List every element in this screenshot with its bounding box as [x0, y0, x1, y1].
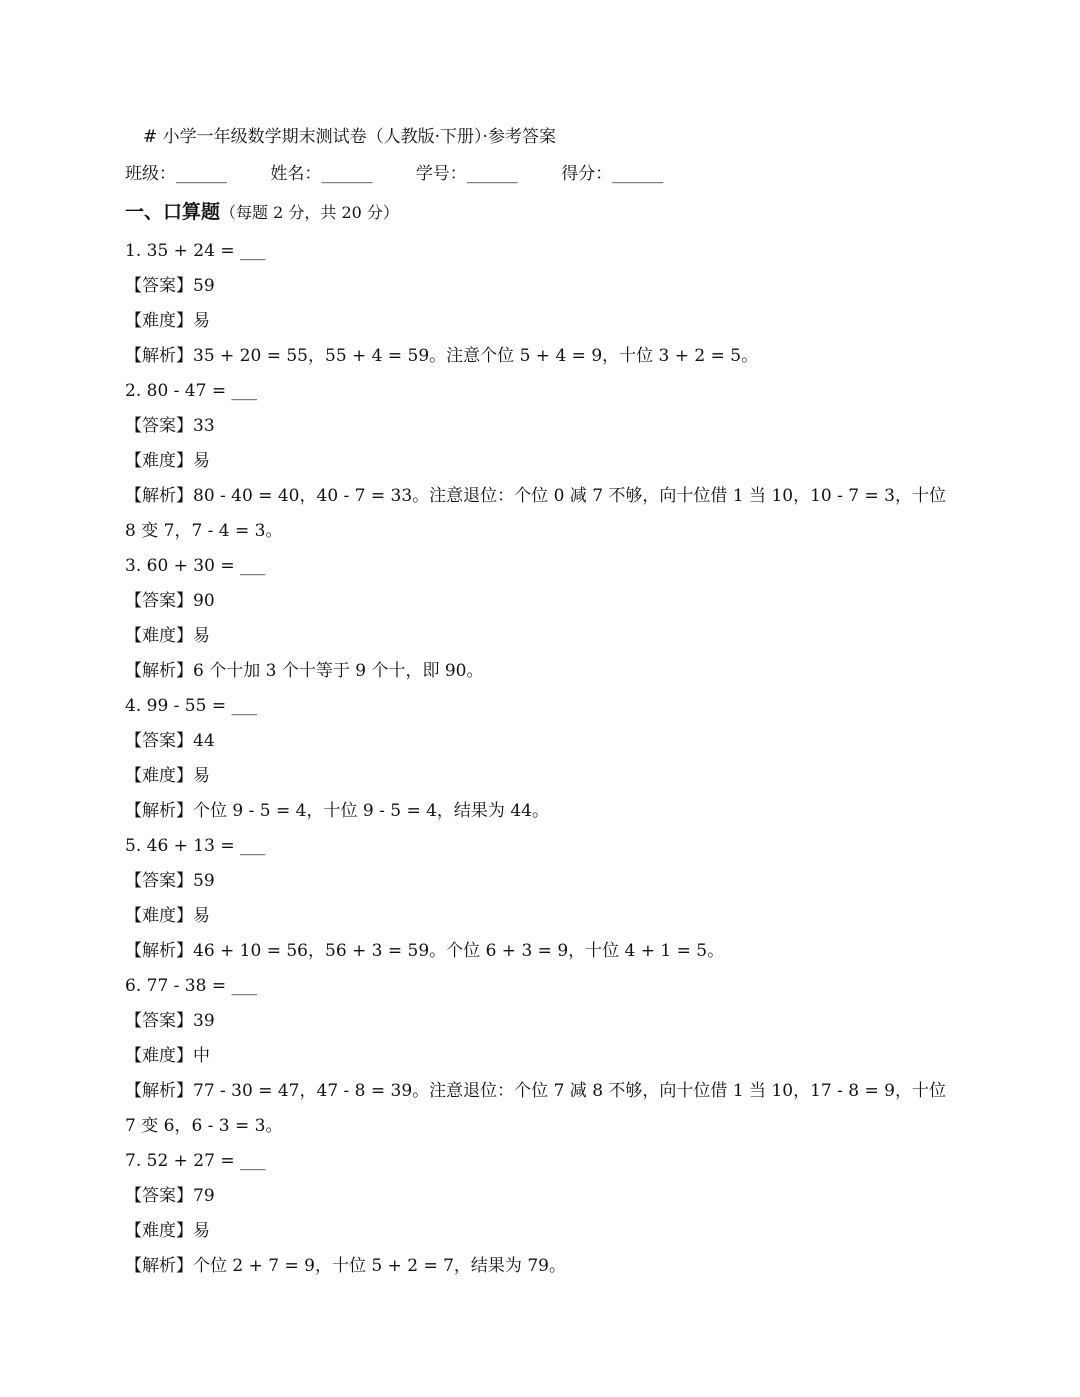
- difficulty-value: 易: [193, 766, 210, 786]
- question-item: [125, 549, 955, 689]
- analysis-line: [125, 934, 955, 969]
- document-content: [125, 122, 955, 1284]
- analysis-line: [125, 339, 955, 374]
- question-item: [125, 829, 955, 969]
- class-field: 班级：______: [125, 164, 227, 184]
- question-item: [125, 1144, 955, 1284]
- question-text: 7. 52 + 27 = ___: [125, 1151, 266, 1171]
- answer-value: 79: [193, 1186, 215, 1206]
- question-list: [125, 234, 955, 1284]
- analysis-label: 【解析】: [125, 1256, 193, 1276]
- answer-label: 【答案】: [125, 871, 193, 891]
- difficulty-value: 中: [193, 1046, 210, 1066]
- difficulty-value: 易: [193, 1221, 210, 1241]
- difficulty-label: 【难度】: [125, 766, 193, 786]
- question-text: 2. 80 - 47 = ___: [125, 381, 257, 401]
- difficulty-value: 易: [193, 451, 210, 471]
- difficulty-line: [125, 444, 955, 479]
- answer-label: 【答案】: [125, 1186, 193, 1206]
- question-item: [125, 234, 955, 374]
- answer-line: [125, 1179, 955, 1214]
- difficulty-label: 【难度】: [125, 451, 193, 471]
- name-field: 姓名：______: [270, 164, 373, 184]
- analysis-text: 80 - 40 = 40，40 - 7 = 33。注意退位：个位 0 减 7 不够，向十位借 1 当 10，10 - 7 = 3，十位 8 变 7，7 - 4 = 3。: [125, 486, 946, 541]
- analysis-text: 个位 2 + 7 = 9，十位 5 + 2 = 7，结果为 79。: [193, 1256, 566, 1276]
- difficulty-line: [125, 759, 955, 794]
- question-text: 6. 77 - 38 = ___: [125, 976, 257, 996]
- difficulty-line: [125, 619, 955, 654]
- difficulty-label: 【难度】: [125, 311, 193, 331]
- difficulty-value: 易: [193, 906, 210, 926]
- analysis-label: 【解析】: [125, 941, 193, 961]
- section-scoring-note: （每题 2 分，共 20 分）: [220, 203, 399, 222]
- analysis-label: 【解析】: [125, 661, 193, 681]
- analysis-text: 46 + 10 = 56，56 + 3 = 59。个位 6 + 3 = 9，十位 4 + 1 = 5。: [193, 941, 725, 961]
- analysis-label: 【解析】: [125, 346, 193, 366]
- difficulty-line: [125, 899, 955, 934]
- question-item: [125, 969, 955, 1144]
- analysis-label: 【解析】: [125, 486, 193, 506]
- difficulty-value: 易: [193, 626, 210, 646]
- difficulty-value: 易: [193, 311, 210, 331]
- difficulty-label: 【难度】: [125, 626, 193, 646]
- score-field: 得分：______: [561, 164, 664, 184]
- analysis-line: [125, 654, 955, 689]
- analysis-text: 6 个十加 3 个十等于 9 个十，即 90。: [193, 661, 484, 681]
- answer-label: 【答案】: [125, 731, 193, 751]
- difficulty-line: [125, 1214, 955, 1249]
- difficulty-line: [125, 304, 955, 339]
- analysis-line: [125, 1074, 955, 1144]
- answer-label: 【答案】: [125, 591, 193, 611]
- answer-line: [125, 1004, 955, 1039]
- difficulty-label: 【难度】: [125, 1221, 193, 1241]
- answer-value: 44: [193, 731, 215, 751]
- question-item: [125, 689, 955, 829]
- answer-value: 33: [193, 416, 215, 436]
- section-heading: [125, 194, 955, 230]
- answer-value: 39: [193, 1011, 215, 1031]
- analysis-text: 个位 9 - 5 = 4，十位 9 - 5 = 4，结果为 44。: [193, 801, 549, 821]
- difficulty-label: 【难度】: [125, 1046, 193, 1066]
- answer-line: [125, 584, 955, 619]
- difficulty-line: [125, 1039, 955, 1074]
- answer-line: [125, 409, 955, 444]
- question-text: 1. 35 + 24 = ___: [125, 241, 266, 261]
- answer-value: 90: [193, 591, 215, 611]
- answer-line: [125, 864, 955, 899]
- question-text: 5. 46 + 13 = ___: [125, 836, 266, 856]
- student-info-row: [125, 157, 955, 191]
- answer-value: 59: [193, 276, 215, 296]
- question-text: 3. 60 + 30 = ___: [125, 556, 266, 576]
- analysis-label: 【解析】: [125, 801, 193, 821]
- analysis-text: 35 + 20 = 55，55 + 4 = 59。注意个位 5 + 4 = 9，十位 3 + 2 = 5。: [193, 346, 759, 366]
- analysis-label: 【解析】: [125, 1081, 193, 1101]
- student-number-field: 学号：______: [415, 164, 518, 184]
- answer-label: 【答案】: [125, 276, 193, 296]
- document-title: # 小学一年级数学期末测试卷（人教版·下册）·参考答案: [143, 127, 556, 147]
- answer-line: [125, 724, 955, 759]
- section-title: 一、口算题: [125, 201, 221, 223]
- analysis-text: 77 - 30 = 47，47 - 8 = 39。注意退位：个位 7 减 8 不够，向十位借 1 当 10，17 - 8 = 9，十位 7 变 6，6 - 3 = 3。: [125, 1081, 946, 1136]
- analysis-line: [125, 794, 955, 829]
- analysis-line: [125, 479, 955, 549]
- answer-line: [125, 269, 955, 304]
- analysis-line: [125, 1249, 955, 1284]
- answer-label: 【答案】: [125, 1011, 193, 1031]
- question-text: 4. 99 - 55 = ___: [125, 696, 257, 716]
- difficulty-label: 【难度】: [125, 906, 193, 926]
- answer-value: 59: [193, 871, 215, 891]
- question-item: [125, 374, 955, 549]
- answer-label: 【答案】: [125, 416, 193, 436]
